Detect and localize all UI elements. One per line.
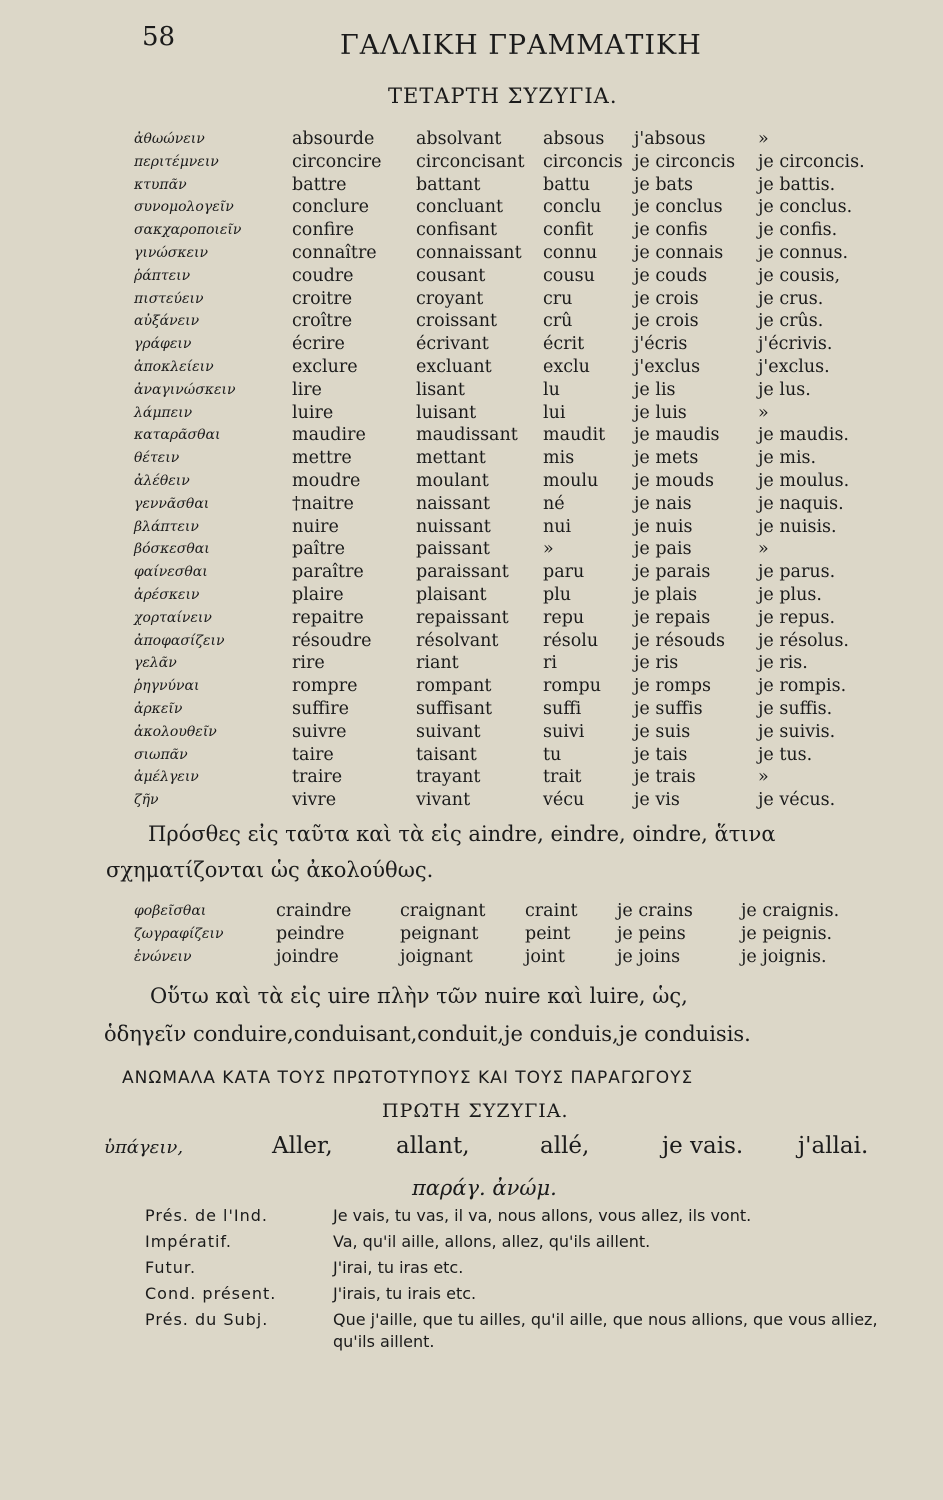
cell-greek: λάμπειν	[134, 404, 193, 421]
cell-greek: γελᾶν	[134, 655, 177, 672]
cell-greek: ἀλέθειν	[134, 472, 190, 489]
cell-greek: βόσκεσθαι	[134, 541, 210, 558]
cell-pp: suivi	[543, 721, 585, 742]
cell-inf: suivre	[292, 721, 347, 742]
cell-pres: je crains	[617, 901, 693, 921]
cell-pres: je crois	[634, 311, 699, 332]
verb-row	[134, 561, 868, 584]
cell-inf: traire	[292, 767, 343, 788]
form-text: Je vais, tu vas, il va, nous allons, vous allez, ils vont.	[333, 1206, 752, 1225]
cell-greek: θέτειν	[134, 450, 180, 467]
cell-greek: βλάπτειν	[134, 518, 199, 535]
verb-row	[134, 538, 868, 561]
cell-greek: πιστεύειν	[134, 290, 204, 307]
cell-past: je cousis,	[758, 265, 841, 286]
cell-pp: trait	[543, 767, 582, 788]
form-row	[145, 1205, 893, 1231]
cell-greek: ἀναγινώσκειν	[134, 381, 236, 398]
cell-inf: nuire	[292, 516, 339, 537]
aller-present: je vais.	[662, 1133, 744, 1159]
cell-inf: maudire	[292, 425, 366, 446]
irregular-heading: ΑΝΩΜΑΛΑ ΚΑΤΑ ΤΟΥΣ ΠΡΩΤΟΤΥΠΟΥΣ ΚΑΙ ΤΟΥΣ ΠΑΡΑΓΩΓΟΥΣ	[122, 1068, 694, 1088]
cell-greek: χορταίνειν	[134, 609, 212, 626]
verb-row	[134, 516, 868, 539]
cell-inf: vivre	[292, 790, 337, 811]
cell-greek: αὐξάνειν	[134, 313, 200, 330]
form-label: Prés. de l'Ind.	[145, 1206, 268, 1225]
cell-greek: γράφειν	[134, 336, 192, 353]
cell-pres: je trais	[634, 767, 696, 788]
cell-greek: ῥηγνύναι	[134, 678, 200, 695]
verb-row	[134, 698, 868, 721]
paragraph-conduire: ὁδηγεῖν conduire,conduisant,conduit,je conduis,je conduisis.	[104, 1022, 751, 1046]
cell-pres: je lis	[634, 379, 676, 400]
cell-pres: j'écris	[634, 334, 688, 355]
cell-inf: joindre	[276, 946, 339, 967]
cell-part: trayant	[416, 767, 481, 788]
form-label: Cond. présent.	[145, 1284, 277, 1303]
cell-past: »	[758, 539, 769, 560]
cell-inf: lire	[292, 379, 322, 400]
cell-inf: peindre	[276, 923, 345, 944]
cell-past: je parus.	[758, 562, 836, 583]
cell-pp: repu	[543, 607, 585, 628]
cell-pp: cousu	[543, 265, 595, 286]
cell-pp: né	[543, 493, 565, 514]
cell-past: je crûs.	[758, 311, 824, 332]
cell-past: je repus.	[758, 607, 836, 628]
cell-greek: καταρᾶσθαι	[134, 427, 221, 444]
cell-past: je ris.	[758, 653, 808, 674]
cell-part: naissant	[416, 493, 490, 514]
verb-row	[134, 675, 868, 698]
cell-pres: je circoncis	[634, 151, 736, 172]
verb-row	[134, 424, 868, 447]
cell-pres: je maudis	[634, 425, 720, 446]
cell-past: je moulus.	[758, 470, 850, 491]
cell-pp: écrit	[543, 334, 585, 355]
cell-part: repaissant	[416, 607, 509, 628]
cell-past: je lus.	[758, 379, 811, 400]
verb-row	[134, 402, 868, 425]
cell-inf: paraître	[292, 562, 364, 583]
form-row	[145, 1283, 893, 1309]
cell-past: je confis.	[758, 220, 838, 241]
cell-greek: ἀποφασίζειν	[134, 632, 225, 649]
cell-pres: je ris	[634, 653, 679, 674]
verb-row	[134, 379, 868, 402]
cell-past: je mis.	[758, 448, 817, 469]
cell-part: circoncisant	[416, 151, 525, 172]
cell-greek: σακχαροποιεῖν	[134, 222, 242, 239]
cell-pres: je couds	[634, 265, 708, 286]
cell-part: rompant	[416, 676, 492, 697]
cell-pp: lu	[543, 379, 560, 400]
cell-pp: ri	[543, 653, 557, 674]
cell-pp: tu	[543, 744, 562, 765]
cell-greek: κτυπᾶν	[134, 176, 187, 193]
cell-pp: mis	[543, 448, 575, 469]
form-row	[145, 1257, 893, 1283]
cell-inf: †naitre	[292, 493, 354, 514]
cell-past: je vécus.	[758, 790, 836, 811]
aller-participle: allant,	[396, 1133, 470, 1159]
cell-past: je peignis.	[741, 923, 833, 944]
conjugation-table	[134, 128, 868, 812]
cell-past: je rompis.	[758, 676, 847, 697]
parag-note: παράγ. ἀνώμ.	[412, 1176, 557, 1200]
cell-pp: maudit	[543, 425, 606, 446]
cell-past: je nuisis.	[758, 516, 837, 537]
cell-past: je naquis.	[758, 493, 844, 514]
cell-greek: ἀθωώνειν	[134, 131, 205, 147]
cell-pres: je tais	[634, 744, 688, 765]
cell-pres: je peins	[617, 923, 686, 944]
cell-part: battant	[416, 174, 481, 195]
cell-part: confisant	[416, 220, 497, 241]
cell-part: luisant	[416, 402, 477, 423]
cell-inf: circoncire	[292, 151, 382, 172]
verb-row	[134, 242, 868, 265]
verb-row	[134, 447, 868, 470]
cell-past: je tus.	[758, 744, 813, 765]
aller-past: j'allai.	[798, 1133, 869, 1159]
cell-pp: connu	[543, 242, 598, 263]
cell-inf: repaitre	[292, 607, 364, 628]
cell-past: je connus.	[758, 242, 849, 263]
cell-inf: rire	[292, 653, 325, 674]
cell-inf: luire	[292, 402, 334, 423]
cell-past: j'exclus.	[758, 356, 830, 377]
cell-part: taisant	[416, 744, 477, 765]
verb-row	[134, 652, 868, 675]
first-conjugation-heading: ΠΡΩΤΗ ΣΥΖΥΓΙΑ.	[382, 1100, 569, 1122]
form-label: Futur.	[145, 1258, 197, 1277]
cell-greek: ἀρέσκειν	[134, 586, 200, 603]
paragraph-aindre-line2: σχηματίζονται ὡς ἀκολούθως.	[106, 858, 434, 882]
cell-pp: suffi	[543, 698, 582, 719]
cell-greek: συνομολογεῖν	[134, 199, 234, 216]
verb-row	[134, 196, 868, 219]
cell-part: connaissant	[416, 242, 522, 263]
cell-inf: taire	[292, 744, 334, 765]
form-text: J'irais, tu irais etc.	[333, 1284, 477, 1303]
form-label: Prés. du Subj.	[145, 1310, 269, 1329]
cell-past: »	[758, 402, 769, 423]
aller-infinitive: Aller,	[272, 1133, 333, 1159]
cell-part: plaisant	[416, 584, 487, 605]
page-number: 58	[142, 22, 176, 52]
cell-pres: je pais	[634, 539, 692, 560]
cell-greek: ἀκολουθεῖν	[134, 723, 217, 740]
cell-pres: je parais	[634, 562, 711, 583]
cell-pres: je romps	[634, 676, 712, 697]
cell-greek: φαίνεσθαι	[134, 564, 208, 581]
cell-part: craignant	[400, 901, 486, 921]
cell-greek: γεννᾶσθαι	[134, 495, 210, 512]
cell-pres: je mouds	[634, 470, 714, 491]
verb-row	[134, 174, 868, 197]
cell-greek: σιωπᾶν	[134, 746, 188, 763]
cell-part: paraissant	[416, 562, 509, 583]
cell-inf: coudre	[292, 265, 354, 286]
cell-pres: j'exclus	[634, 356, 701, 377]
form-label: Impératif.	[145, 1232, 232, 1251]
cell-past: je joignis.	[741, 946, 827, 967]
cell-pp: plu	[543, 584, 572, 605]
verb-row	[134, 721, 868, 744]
verb-row	[134, 766, 868, 789]
verb-row	[134, 333, 868, 356]
verb-row	[134, 151, 868, 174]
verb-row	[134, 493, 868, 516]
cell-pres: j'absous	[634, 129, 706, 149]
cell-pres: je mets	[634, 448, 699, 469]
cell-pres: je résouds	[634, 630, 726, 651]
cell-pp: »	[543, 539, 554, 560]
cell-part: écrivant	[416, 334, 489, 355]
section-title: ΤΕΤΑΡΤΗ ΣΥΖΥΓΙΑ.	[388, 84, 618, 108]
cell-inf: connaître	[292, 242, 377, 263]
cell-past: je crus.	[758, 288, 824, 309]
cell-inf: plaire	[292, 584, 344, 605]
cell-inf: confire	[292, 220, 355, 241]
cell-inf: mettre	[292, 448, 352, 469]
cell-past: je battis.	[758, 174, 836, 195]
cell-part: suivant	[416, 721, 481, 742]
cell-past: je maudis.	[758, 425, 849, 446]
paragraph-aindre-line1: Πρόσθες εἰς ταῦτα καὶ τὰ εἰς aindre, eindre, oindre, ἅτινα	[148, 822, 776, 846]
cell-greek: γινώσκειν	[134, 244, 209, 261]
cell-inf: conclure	[292, 197, 369, 218]
cell-pp: joint	[525, 946, 565, 967]
cell-past: je plus.	[758, 584, 822, 605]
verb-row	[134, 288, 868, 311]
cell-greek: ζωγραφίζειν	[134, 925, 224, 942]
cell-pp: peint	[525, 923, 571, 944]
cell-pp: exclu	[543, 356, 590, 377]
paragraph-uire: Οὕτω καὶ τὰ εἰς uire πλὴν τῶν nuire καὶ luire, ὡς,	[150, 984, 688, 1008]
cell-part: excluant	[416, 356, 492, 377]
cell-inf: résoudre	[292, 630, 372, 651]
form-text: Que j'aille, que tu ailles, qu'il aille, que nous allions, que vous alliez, qu'ils aillent.	[333, 1310, 878, 1351]
cell-pp: battu	[543, 174, 590, 195]
cell-past: je circoncis.	[758, 151, 865, 172]
verb-row	[134, 219, 868, 242]
cell-inf: craindre	[276, 901, 352, 921]
cell-part: cousant	[416, 265, 486, 286]
cell-greek: ἀμέλγειν	[134, 769, 199, 786]
form-text: J'irai, tu iras etc.	[333, 1258, 464, 1277]
cell-past: »	[758, 767, 769, 788]
cell-pp: nui	[543, 516, 572, 537]
cell-past: je suivis.	[758, 721, 836, 742]
cell-part: moulant	[416, 470, 489, 491]
cell-greek: ἀποκλείειν	[134, 358, 214, 375]
cell-part: suffisant	[416, 698, 492, 719]
verb-row	[134, 310, 868, 333]
cell-pp: absous	[543, 129, 605, 149]
cell-part: vivant	[416, 790, 471, 811]
verb-row	[134, 356, 868, 379]
cell-pres: je plais	[634, 584, 698, 605]
cell-inf: rompre	[292, 676, 358, 697]
running-header: ΓΑΛΛΙΚΗ ΓΡΑΜΜΑΤΙΚΗ	[340, 30, 702, 61]
cell-inf: écrire	[292, 334, 345, 355]
cell-pres: je suis	[634, 721, 691, 742]
cell-pres: je repais	[634, 607, 711, 628]
cell-pp: circoncis	[543, 151, 623, 172]
cell-pres: je joins	[617, 946, 681, 967]
cell-past: je conclus.	[758, 197, 853, 218]
cell-pres: je conclus	[634, 197, 723, 218]
cell-pres: je luis	[634, 402, 687, 423]
cell-inf: moudre	[292, 470, 361, 491]
verb-row	[134, 584, 868, 607]
verb-row	[134, 265, 868, 288]
cell-greek: ζῆν	[134, 792, 159, 809]
cell-part: croissant	[416, 311, 497, 332]
verb-row	[134, 900, 851, 923]
cell-part: résolvant	[416, 630, 499, 651]
form-row	[145, 1309, 893, 1357]
form-row	[145, 1231, 893, 1257]
cell-pp: confit	[543, 220, 594, 241]
verb-row	[134, 789, 868, 812]
cell-pres: je nuis	[634, 516, 693, 537]
cell-pp: craint	[525, 901, 578, 921]
cell-past: je résolus.	[758, 630, 849, 651]
form-text: Va, qu'il aille, allons, allez, qu'ils aillent.	[333, 1232, 651, 1251]
cell-pres: je confis	[634, 220, 708, 241]
cell-part: croyant	[416, 288, 484, 309]
cell-part: paissant	[416, 539, 490, 560]
cell-part: absolvant	[416, 129, 502, 149]
aller-greek: ὑπάγειν,	[104, 1137, 184, 1158]
cell-part: lisant	[416, 379, 465, 400]
cell-pp: vécu	[543, 790, 585, 811]
verb-row	[134, 630, 868, 653]
cell-part: peignant	[400, 923, 479, 944]
cell-past: je suffis.	[758, 698, 833, 719]
cell-greek: ῥάπτειν	[134, 267, 191, 284]
verb-row	[134, 470, 868, 493]
verb-row	[134, 946, 851, 969]
cell-pp: moulu	[543, 470, 599, 491]
cell-part: mettant	[416, 448, 486, 469]
cell-pp: conclu	[543, 197, 602, 218]
aller-past-participle: allé,	[540, 1133, 590, 1159]
cell-part: nuissant	[416, 516, 491, 537]
cell-pres: je nais	[634, 493, 692, 514]
cell-greek: περιτέμνειν	[134, 153, 219, 170]
cell-pp: rompu	[543, 676, 601, 697]
cell-inf: suffire	[292, 698, 350, 719]
cell-inf: paître	[292, 539, 345, 560]
cell-part: riant	[416, 653, 459, 674]
cell-inf: absourde	[292, 129, 375, 149]
cell-inf: exclure	[292, 356, 358, 377]
cell-pres: je bats	[634, 174, 693, 195]
cell-pp: résolu	[543, 630, 599, 651]
cell-greek: ἀρκεῖν	[134, 700, 183, 717]
cell-greek: φοβεῖσθαι	[134, 903, 207, 919]
cell-pres: je crois	[634, 288, 699, 309]
verb-row	[134, 607, 868, 630]
cell-pp: crû	[543, 311, 573, 332]
cell-pres: je suffis	[634, 698, 703, 719]
cell-pp: paru	[543, 562, 585, 583]
conjugation-table-indre	[134, 900, 851, 968]
cell-greek: ἑνώνειν	[134, 948, 192, 965]
cell-part: joignant	[400, 946, 473, 967]
cell-inf: battre	[292, 174, 347, 195]
verb-row	[134, 923, 851, 946]
cell-pres: je vis	[634, 790, 680, 811]
cell-pp: cru	[543, 288, 573, 309]
aller-forms-table	[145, 1205, 893, 1357]
cell-inf: croître	[292, 311, 353, 332]
cell-part: maudissant	[416, 425, 518, 446]
cell-pp: lui	[543, 402, 566, 423]
cell-past: je craignis.	[741, 901, 840, 921]
cell-past: j'écrivis.	[758, 334, 833, 355]
verb-row	[134, 744, 868, 767]
cell-inf: croitre	[292, 288, 353, 309]
cell-past: »	[758, 129, 769, 149]
cell-pres: je connais	[634, 242, 724, 263]
verb-row	[134, 128, 868, 151]
cell-part: concluant	[416, 197, 504, 218]
